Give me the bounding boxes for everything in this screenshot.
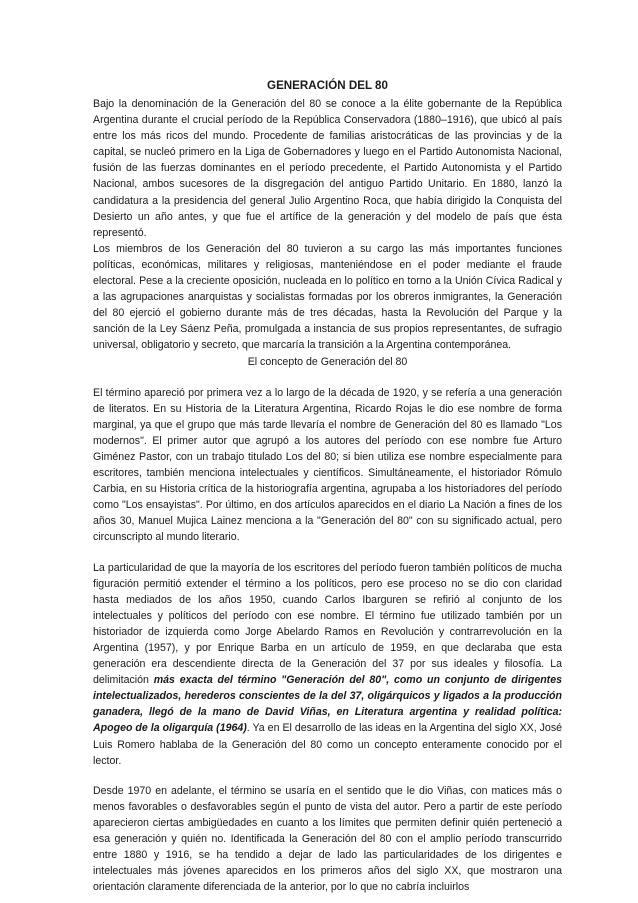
section-subtitle: El concepto de Generación del 80 <box>247 355 408 368</box>
paragraph-3: El término apareció por primera vez a lo largo de la década de 1920, y se refería a una generación de literatos. En su Historia de la Literatura Argentina, Ricardo Rojas le dio ese nombre de forma marginal, ya que el grupo que más tarde llevaría el nombre de Generación del 80 es llamado "Los modernos". El primer autor que agrupó a los autores del período con ese nombre fue Arturo Giménez Pastor, con un trabajo titulado Los del 80; si bien utiliza ese nombre especialmente para escritores, también menciona intelectuales y científicos. Simultáneamente, el historiador Rómulo Carbia, en su Historia crítica de la historiografía argentina, agrupaba a los historiadores del período como "Los ensayistas". Por último, en dos artículos aparecidos en el diario La Nación a fines de los años 30, Manuel Mujica Lainez menciona a la "Generación del 80" con su significado actual, pero circunscripto al mundo literario. <box>93 386 562 544</box>
paragraph-4-emphasis: más exacta del término "Generación del 80", como un conjunto de dirigentes intelectualizados, herederos conscientes de la del 37, oligárquicos y ligados a la producción ganadera, llegó de la mano de David Viñas, en Literatura argentina y realidad política: Apogeo de la oligarquía (1964) <box>93 674 562 735</box>
paragraph-4 <box>93 560 562 769</box>
document-title: GENERACIÓN DEL 80 <box>267 79 388 92</box>
paragraph-5: Desde 1970 en adelante, el término se usaría en el sentido que le dio Viñas, con matices más o menos favorables o desfavorables según el punto de vista del autor. Pero a partir de este período aparecieron ciertas ambigüedades en cuanto a los límites que permiten definir quién perteneció a esa generación y quién no. Identificada la Generación del 80 con el amplio período transcurrido entre 1880 y 1916, se ha tendido a dejar de lado las particularidades de los dirigentes e intelectuales más jóvenes aparecidos en los primeros años del siglo XX, que mostraron una orientación claramente diferenciada de la anterior, por lo que no cabría incluirlos <box>93 784 562 894</box>
document-page <box>93 77 562 895</box>
paragraph-1: Bajo la denominación de la Generación del 80 se conoce a la élite gobernante de la República Argentina durante el crucial período de la República Conservadora (1880–1916), que ubicó al país entre los más ricos del mundo. Procedente de familias aristocráticas de las provincias y de la capital, se nucleó primero en la Liga de Gobernadores y luego en el Partido Autonomista Nacional, fusión de las fuerzas dominantes en el período precedente, el Partido Autonomista y el Partido Nacional, ambos sucesores de la disgregación del antiguo Partido Unitario. En 1880, lanzó la candidatura a la presidencia del general Julio Argentino Roca, que había dirigido la Conquista del Desierto un año antes, y que fue el artífice de la generación y del modelo de país que ésta representó. <box>93 98 562 239</box>
paragraph-4-end: . Ya en El desarrollo de las ideas en la Argentina del siglo XX, José Luis Romero hablaba de la Generación del 80 como un concepto enteramente conocido por el lector. <box>93 722 563 767</box>
paragraph-4-start: La particularidad de que la mayoría de los escritores del período fueron también políticos de mucha figuración permitió extender el término a los políticos, pero ese proceso no se dio con claridad hasta mediados de los años 1950, cuando Carlos Ibarguren se refirió al conjunto de los intelectuales y políticos del período con ese nombre. El término fue utilizado también por un historiador de izquierda como Jorge Abelardo Ramos en Revolución y contrarrevolución en la Argentina (1957), y por Enrique Barba en un artículo de 1959, en que declaraba que esta generación era descendiente directa de la Generación del 37 por sus ideales y filosofía. La delimitación <box>93 561 562 687</box>
paragraph-2: Los miembros de los Generación del 80 tuvieron a su cargo las más importantes funciones políticas, económicas, militares y religiosas, manteniéndose en el poder mediante el fraude electoral. Pese a la creciente oposición, nucleada en lo político en torno a la Unión Cívica Radical y a las agrupaciones anarquistas y socialistas formadas por los obreros inmigrantes, la Generación del 80 ejerció el gobierno durante más de tres décadas, hasta la Revolución del Parque y la sanción de la Ley Sáenz Peña, promulgada a instancia de sus propios representantes, de sufragio universal, obligatorio y secreto, que marcaría la transición a la Argentina contemporánea. <box>93 242 562 352</box>
